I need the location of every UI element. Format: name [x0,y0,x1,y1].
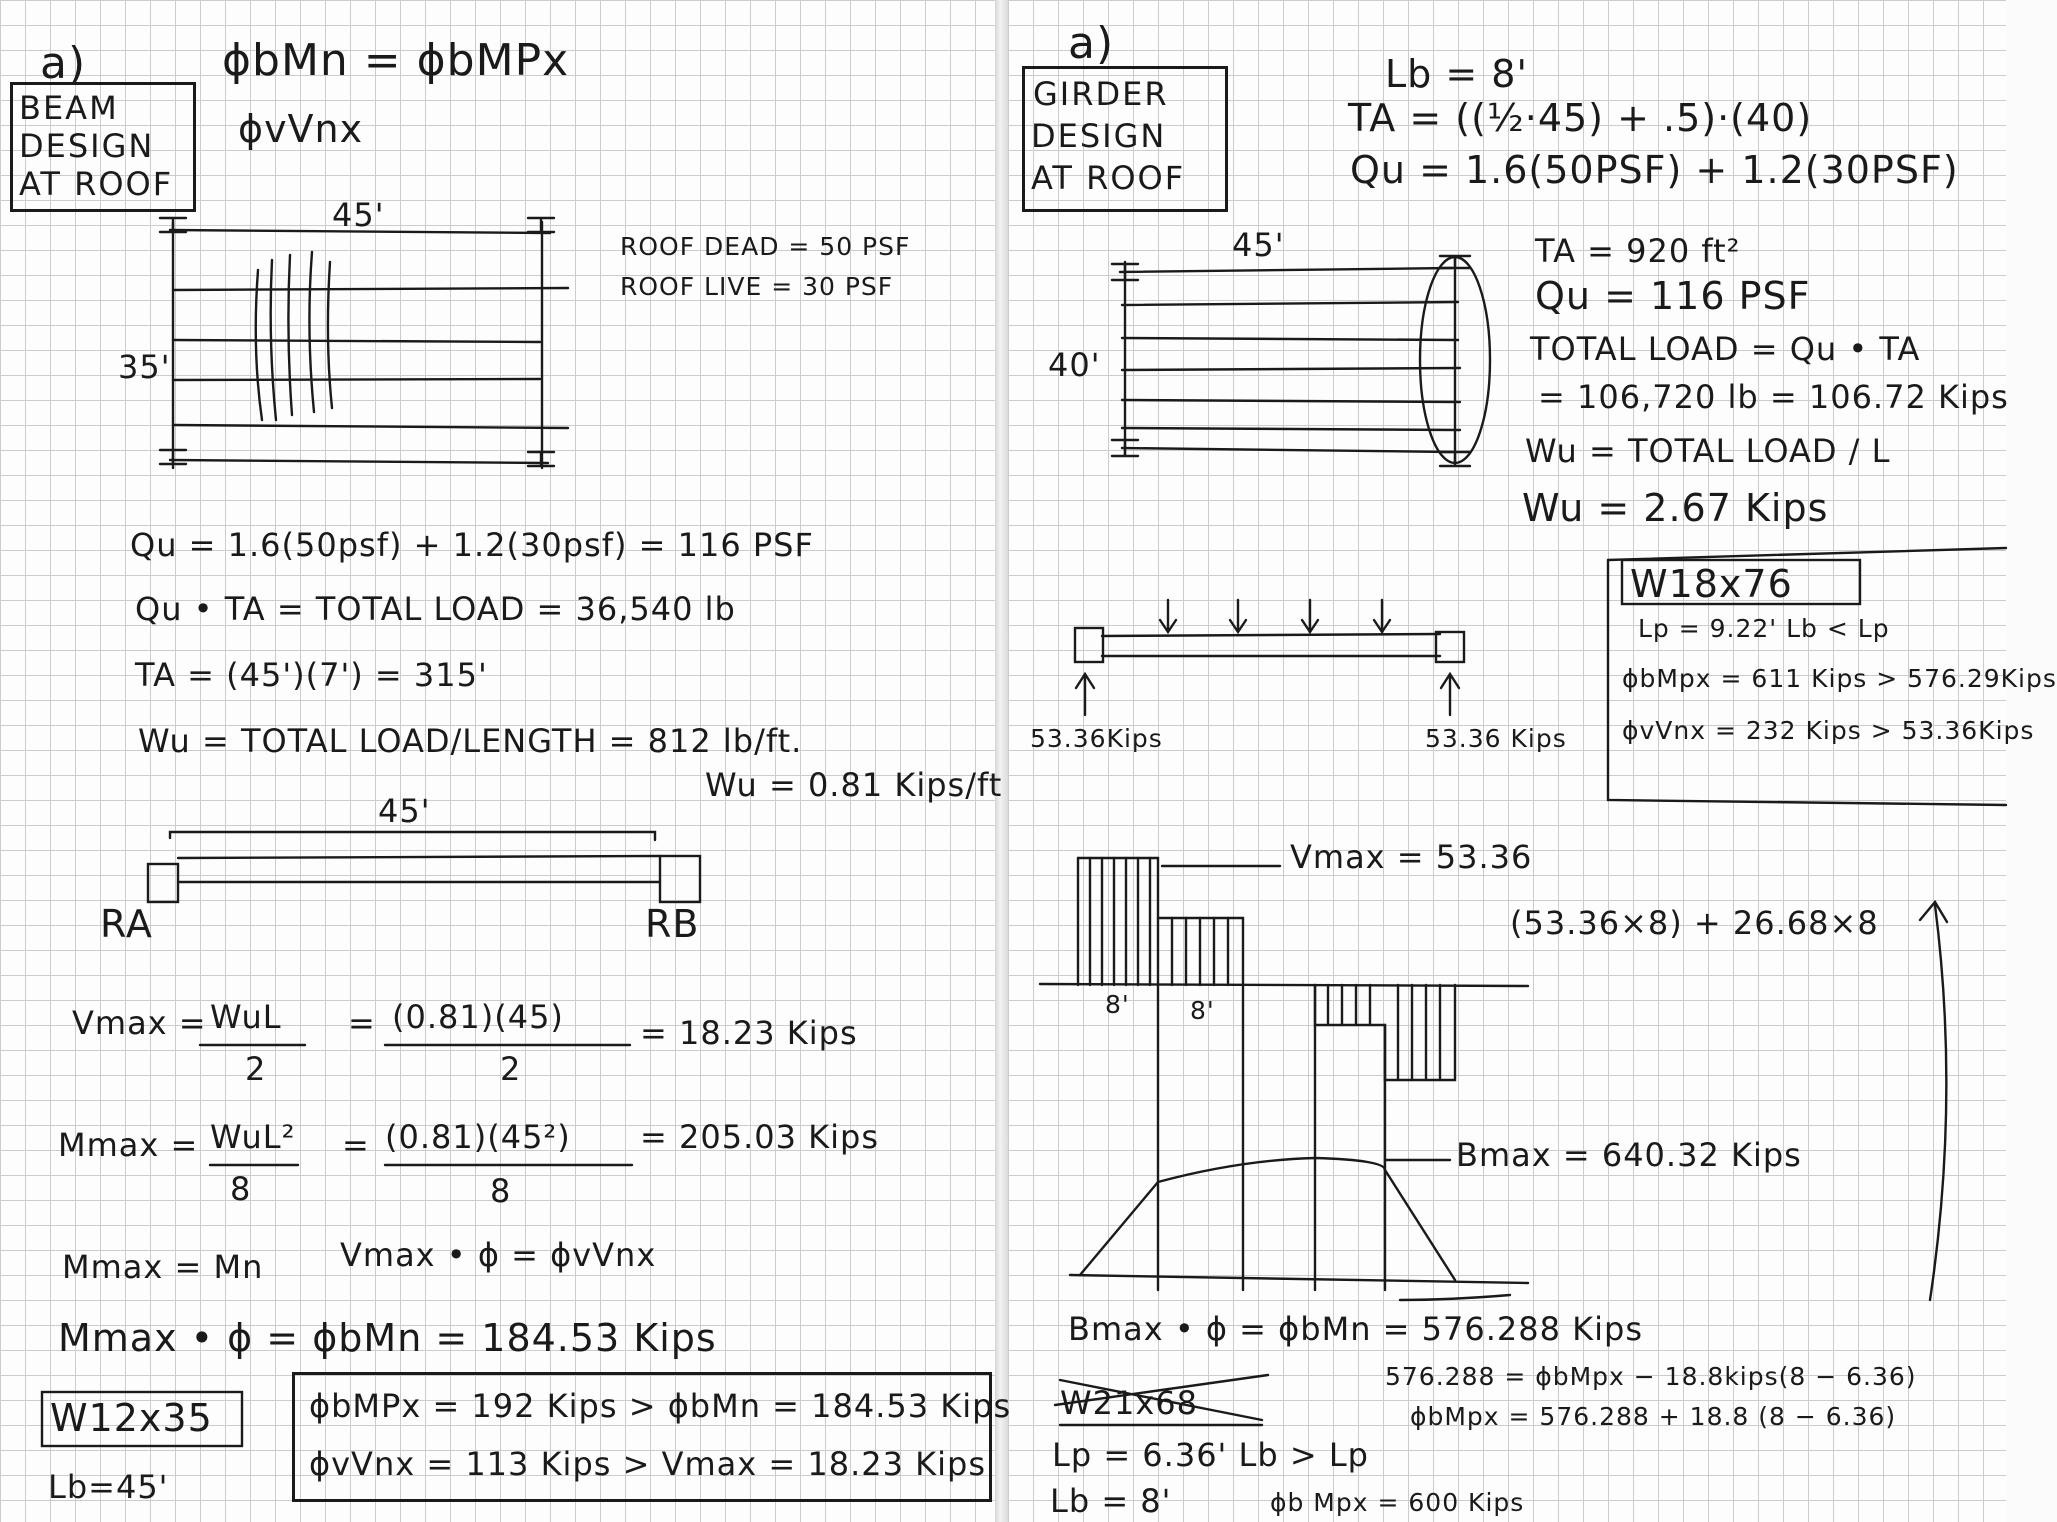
reaction-b-label: RB [645,902,700,946]
design-moment-line: Mmax • ϕ = ϕbMn = 184.53 Kips [58,1316,717,1360]
vmax-lhs: Vmax = [72,1004,207,1042]
factored-load-calc: Qu = 1.6(50psf) + 1.2(30psf) = 116 PSF [130,526,814,564]
girder-total-load-value: = 106,720 lb = 106.72 Kips [1538,378,2009,416]
girder-tributary-area-expr: TA = ((½·45) + .5)·(40) [1348,96,1813,140]
distributed-load-calc: Wu = TOTAL LOAD/LENGTH = 812 lb/ft. [138,722,803,760]
problem-label-left: a) [40,38,87,89]
vmax-frac1-denominator: 2 [245,1050,267,1088]
moment-calc-expression: (53.36×8) + 26.68×8 [1510,904,1879,942]
beam-plan-sketch [160,218,568,468]
moment-max-label: Bmax = 640.32 Kips [1456,1136,1802,1174]
vmax-frac2-denominator: 2 [500,1050,522,1088]
girder-elevation-sketch [1075,600,1464,715]
mpx-solution: ϕbMpx = 576.288 + 18.8 (8 − 6.36) [1410,1402,1897,1431]
unbraced-length-left: Lb=45' [48,1468,169,1506]
w18x76-shear-check: ϕvVnx = 232 Kips > 53.36Kips [1622,716,2035,745]
equals-sign-1: = [348,1004,376,1042]
title-line-3: AT ROOF [19,165,174,203]
vmax-phi-relation: Vmax • ϕ = ϕvVnx [340,1236,657,1274]
vmax-frac1-numerator: WuL [210,998,282,1036]
tributary-area-calc: TA = (45')(7') = 315' [135,656,488,694]
beam-elevation-sketch [148,832,700,902]
mmax-result: = 205.03 Kips [640,1118,879,1156]
mmax-equals-mn: Mmax = Mn [62,1248,264,1286]
mmax-frac1-denominator: 8 [230,1170,252,1208]
girder-tributary-area: TA = 920 ft² [1535,232,1741,270]
girder-design-title-box [1022,66,1228,212]
w18x76-lp-check: Lp = 9.22' Lb < Lp [1638,614,1890,643]
girder-unbraced-length: Lb = 8' [1385,52,1528,96]
beam-design-title-box [10,82,196,212]
selected-section-w12x35: W12x35 [50,1396,213,1440]
flexure-equation: ϕbMn = ϕbMPx [222,35,570,86]
girder-wu-formula: Wu = TOTAL LOAD / L [1525,432,1891,470]
girder-title-line-3: AT ROOF [1031,159,1186,197]
plan-span-label: 45' [332,196,385,234]
total-load-calc: Qu • TA = TOTAL LOAD = 36,540 lb [135,590,736,628]
distributed-load-kips: Wu = 0.81 Kips/ft [705,766,1003,804]
title-line-2: DESIGN [19,127,155,165]
girder-factored-load-expr: Qu = 1.6(50PSF) + 1.2(30PSF) [1350,148,1959,192]
girder-plan-sketch [1112,256,1490,466]
girder-title-line-1: GIRDER [1033,75,1169,113]
vmax-frac2-numerator: (0.81)(45) [392,998,564,1036]
crossed-out-section-w21x68: W21x68 [1060,1384,1199,1422]
roof-live-load: ROOF LIVE = 30 PSF [620,272,894,301]
shear-capacity-symbol: ϕvVnx [238,107,364,151]
girder-title-line-2: DESIGN [1031,117,1167,155]
segment-2-length: 8' [1190,996,1215,1025]
w21x68-plastic-moment: ϕb Mpx = 600 Kips [1270,1488,1525,1517]
flexure-check: ϕbMPx = 192 Kips > ϕbMn = 184.53 Kips [309,1387,1012,1425]
beam-span-label: 45' [378,792,431,830]
equals-sign-2: = [342,1126,370,1164]
vmax-result: = 18.23 Kips [640,1014,858,1052]
girder-total-load-formula: TOTAL LOAD = Qu • TA [1530,330,1921,368]
roof-dead-load: ROOF DEAD = 50 PSF [620,232,911,261]
segment-1-length: 8' [1105,990,1130,1019]
shear-check: ϕvVnx = 113 Kips > Vmax = 18.23 Kips [309,1445,986,1483]
mmax-frac2-denominator: 8 [490,1172,512,1210]
selected-section-w18x76: W18x76 [1630,562,1793,606]
moment-diagram [1070,902,1947,1300]
mmax-frac2-numerator: (0.81)(45²) [385,1118,571,1156]
plan-depth-label: 35' [118,348,171,386]
girder-design-moment: Bmax • ϕ = ϕbMn = 576.288 Kips [1068,1310,1643,1348]
shear-max-label: Vmax = 53.36 [1290,838,1533,876]
w18x76-flexure-check: ϕbMpx = 611 Kips > 576.29Kips [1622,664,2057,693]
girder-plan-span: 45' [1232,226,1285,264]
girder-factored-load: Qu = 116 PSF [1535,274,1811,318]
title-line-1: BEAM [19,89,119,127]
mmax-lhs: Mmax = [58,1126,199,1164]
problem-label-right: a) [1068,18,1115,69]
girder-unbraced-length-bottom: Lb = 8' [1050,1482,1172,1520]
reaction-a-label: RA [100,902,153,946]
right-reaction-value: 53.36 Kips [1425,724,1567,753]
w21x68-lp-check: Lp = 6.36' Lb > Lp [1052,1436,1369,1474]
girder-wu-value: Wu = 2.67 Kips [1522,486,1829,530]
mpx-equation: 576.288 = ϕbMpx − 18.8kips(8 − 6.36) [1385,1362,1917,1391]
mmax-frac1-numerator: WuL² [210,1118,296,1156]
left-reaction-value: 53.36Kips [1030,724,1163,753]
capacity-check-box [292,1372,1012,1502]
girder-plan-depth: 40' [1048,346,1101,384]
